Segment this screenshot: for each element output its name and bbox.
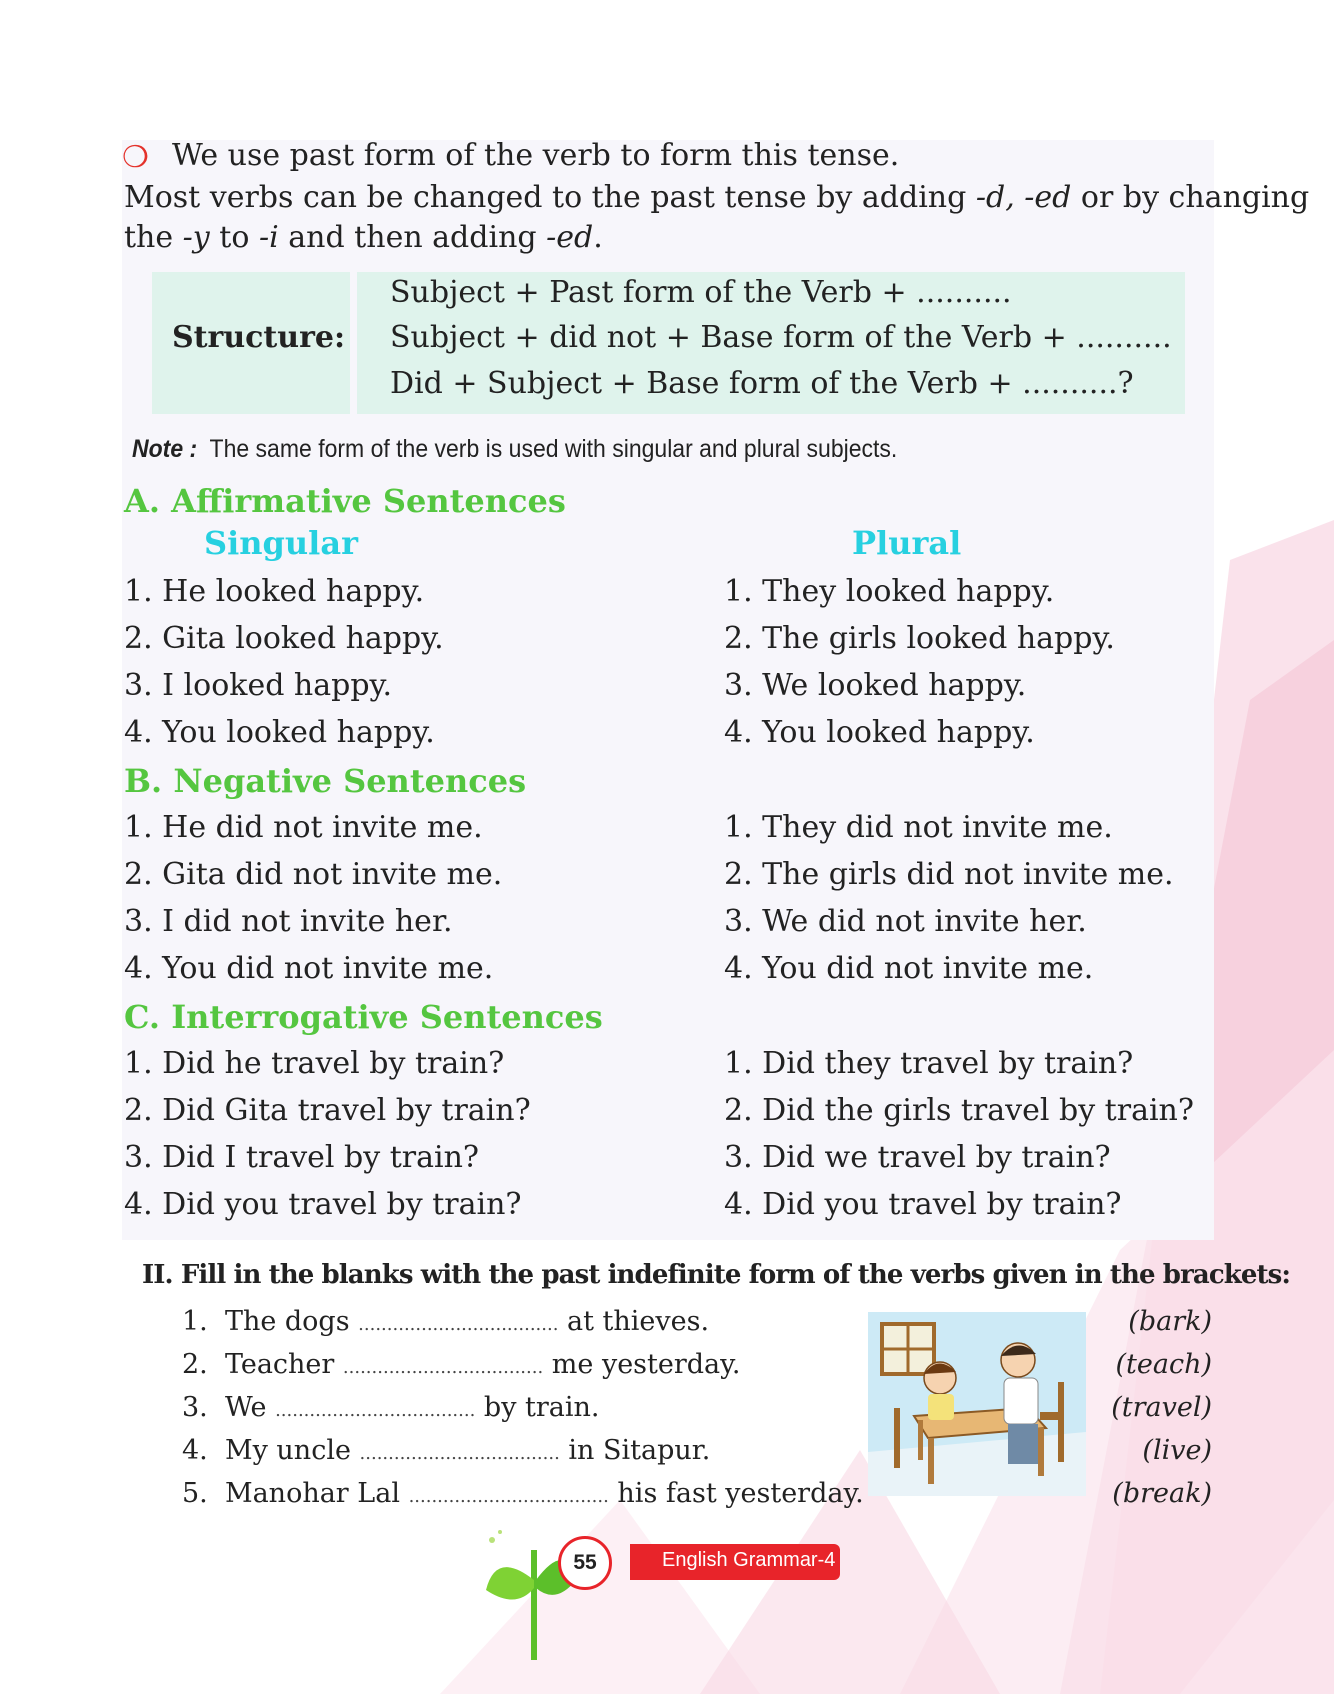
bullet-icon: ❍ — [122, 140, 149, 175]
verb-hint: (bark) — [1128, 1306, 1212, 1337]
section-b-heading: B. Negative Sentences — [124, 762, 527, 800]
list-item: 1. He did not invite me. — [124, 810, 483, 845]
list-item: 3. We looked happy. — [724, 668, 1027, 703]
book-title: English Grammar-4 — [662, 1549, 836, 1571]
verb-hint: (teach) — [1115, 1349, 1212, 1380]
exercise-item-2: 2. Teacher ................................... me yesterday. — [182, 1349, 741, 1380]
list-item: 3. Did I travel by train? — [124, 1140, 480, 1175]
exercise-item-5: 5. Manohar Lal ................................... his fast yesterday. — [182, 1478, 864, 1509]
list-item: 4. You did not invite me. — [124, 951, 494, 986]
page-number: 55 — [558, 1536, 612, 1590]
list-item: 1. They looked happy. — [724, 574, 1055, 609]
list-item: 3. I looked happy. — [124, 668, 393, 703]
list-item: 2. The girls looked happy. — [724, 621, 1115, 656]
blank-field[interactable]: ................................... — [342, 1357, 544, 1378]
list-item: 1. They did not invite me. — [724, 810, 1113, 845]
verb-hint: (break) — [1112, 1478, 1212, 1509]
list-item: 2. Gita looked happy. — [124, 621, 444, 656]
note-text: The same form of the verb is used with singular and plural subjects. — [209, 435, 898, 463]
exercise-item-4: 4. My uncle ................................... in Sitapur. — [182, 1435, 711, 1466]
exercise-heading: II. Fill in the blanks with the past indefinite form of the verbs given in the brackets: — [142, 1260, 1291, 1290]
section-a-heading: A. Affirmative Sentences — [124, 482, 566, 520]
note — [132, 435, 897, 464]
structure-line-interrogative: Did + Subject + Base form of the Verb + ..........? — [390, 366, 1134, 401]
list-item: 1. Did he travel by train? — [124, 1046, 505, 1081]
structure-label: Structure: — [172, 320, 346, 355]
singular-heading: Singular — [204, 524, 358, 562]
intro-bullet-text: We use past form of the verb to form this tense. — [172, 138, 900, 173]
list-item: 4. Did you travel by train? — [124, 1187, 522, 1222]
blank-field[interactable]: ................................... — [358, 1314, 559, 1335]
list-item: 3. We did not invite her. — [724, 904, 1087, 939]
list-item: 1. He looked happy. — [124, 574, 425, 609]
classroom-illustration — [868, 1312, 1086, 1496]
exercise-item-3: 3. We ................................... by train. — [182, 1392, 600, 1423]
structure-line-negative: Subject + did not + Base form of the Verb + .......... — [390, 320, 1172, 355]
section-c-heading: C. Interrogative Sentences — [124, 998, 603, 1036]
list-item: 3. I did not invite her. — [124, 904, 453, 939]
list-item: 4. You did not invite me. — [724, 951, 1094, 986]
plant-decoration — [486, 1510, 576, 1660]
exercise-item-1: 1. The dogs ................................... at thieves. — [182, 1306, 710, 1337]
list-item: 4. You looked happy. — [724, 715, 1035, 750]
list-item: 2. Did the girls travel by train? — [724, 1093, 1194, 1128]
list-item: 4. You looked happy. — [124, 715, 435, 750]
list-item: 3. Did we travel by train? — [724, 1140, 1111, 1175]
list-item: 1. Did they travel by train? — [724, 1046, 1134, 1081]
structure-line-affirmative: Subject + Past form of the Verb + .......... — [390, 275, 1012, 310]
intro-paragraph-line1: Most verbs can be changed to the past tense by adding -d, -ed or by changing — [124, 180, 1310, 215]
list-item: 4. Did you travel by train? — [724, 1187, 1122, 1222]
list-item: 2. The girls did not invite me. — [724, 857, 1174, 892]
verb-hint: (live) — [1142, 1435, 1212, 1466]
verb-hint: (travel) — [1111, 1392, 1212, 1423]
note-label: Note : — [132, 435, 198, 463]
blank-field[interactable]: ................................... — [275, 1400, 476, 1421]
plural-heading: Plural — [852, 524, 962, 562]
list-item: 2. Did Gita travel by train? — [124, 1093, 531, 1128]
intro-paragraph-line2: the -y to -i and then adding -ed. — [124, 220, 603, 255]
blank-field[interactable]: ................................... — [359, 1443, 560, 1464]
blank-field[interactable]: ................................... — [408, 1486, 609, 1507]
list-item: 2. Gita did not invite me. — [124, 857, 503, 892]
